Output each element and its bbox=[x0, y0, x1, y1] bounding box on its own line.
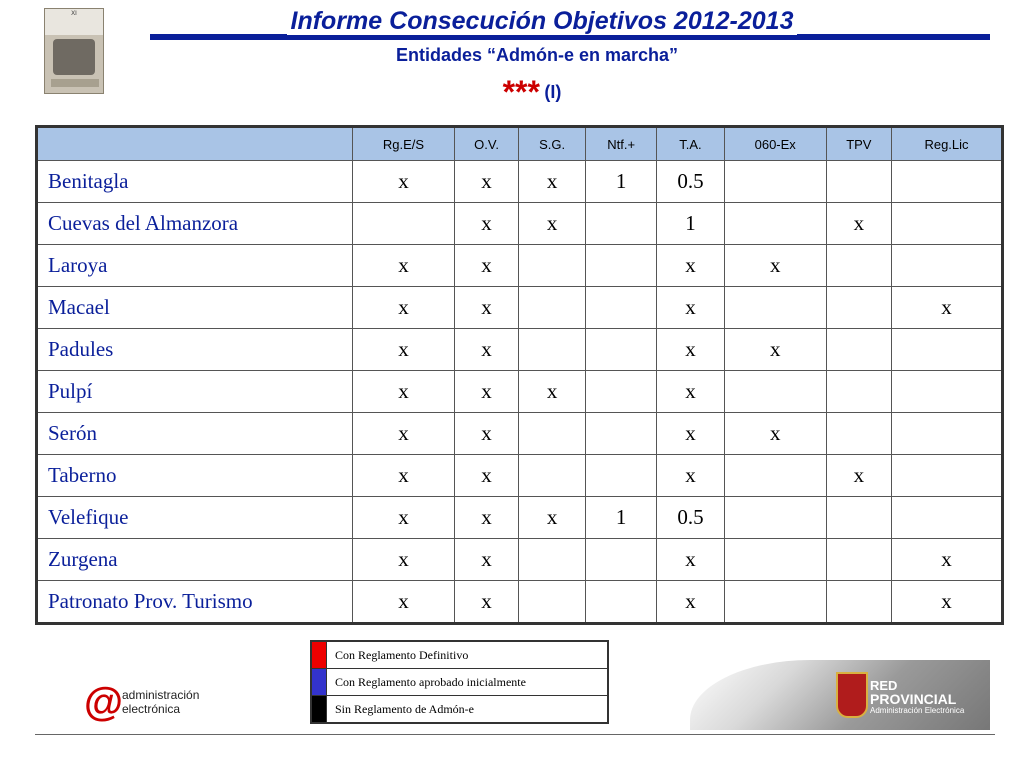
table-cell: 0.5 bbox=[657, 497, 724, 539]
table-cell: x bbox=[891, 539, 1002, 581]
legend-table bbox=[310, 640, 609, 724]
entity-name: Pulpí bbox=[37, 371, 353, 413]
header-cell: T.A. bbox=[657, 127, 724, 161]
table-row bbox=[37, 371, 1003, 413]
table-cell bbox=[519, 455, 586, 497]
header-cell: 060-Ex bbox=[724, 127, 826, 161]
legend-swatch-red bbox=[311, 641, 327, 669]
red-provincial-line1: RED bbox=[870, 678, 898, 693]
table-cell: x bbox=[519, 161, 586, 203]
table-cell: 0.5 bbox=[657, 161, 724, 203]
header-cell: Rg.E/S bbox=[353, 127, 455, 161]
table-cell bbox=[353, 203, 455, 245]
table-cell bbox=[724, 497, 826, 539]
header-cell: Ntf.+ bbox=[586, 127, 657, 161]
table-cell: 1 bbox=[586, 497, 657, 539]
table-cell bbox=[891, 455, 1002, 497]
table-row bbox=[37, 497, 1003, 539]
red-provincial-line3: Administración Electrónica bbox=[870, 706, 965, 715]
table-cell bbox=[724, 203, 826, 245]
table-cell bbox=[724, 287, 826, 329]
table-cell bbox=[586, 287, 657, 329]
table-cell: x bbox=[826, 455, 891, 497]
legend-label: Sin Reglamento de Admón-e bbox=[327, 696, 609, 724]
table-cell bbox=[724, 371, 826, 413]
table-cell: x bbox=[454, 287, 518, 329]
table-cell bbox=[586, 539, 657, 581]
part-number: (I) bbox=[544, 82, 562, 102]
logo-text-line1: administración bbox=[122, 688, 200, 702]
table-cell bbox=[826, 539, 891, 581]
table-cell: x bbox=[519, 371, 586, 413]
table-cell: x bbox=[454, 581, 518, 624]
table-cell: x bbox=[519, 203, 586, 245]
entity-name: Padules bbox=[37, 329, 353, 371]
legend-row bbox=[311, 696, 608, 724]
table-cell bbox=[724, 539, 826, 581]
table-cell: x bbox=[454, 497, 518, 539]
table-cell: x bbox=[353, 497, 455, 539]
table-cell: x bbox=[657, 581, 724, 624]
table-cell: x bbox=[724, 413, 826, 455]
table-cell: x bbox=[724, 245, 826, 287]
table-cell bbox=[586, 329, 657, 371]
legend-label: Con Reglamento aprobado inicialmente bbox=[327, 669, 609, 696]
table-cell: x bbox=[454, 413, 518, 455]
table-cell: x bbox=[657, 329, 724, 371]
table-cell: x bbox=[891, 287, 1002, 329]
table-row bbox=[37, 455, 1003, 497]
table-cell bbox=[826, 161, 891, 203]
entity-name: Serón bbox=[37, 413, 353, 455]
entity-name: Macael bbox=[37, 287, 353, 329]
table-cell bbox=[891, 413, 1002, 455]
entity-name: Zurgena bbox=[37, 539, 353, 581]
table-cell: x bbox=[657, 539, 724, 581]
table-cell: x bbox=[454, 539, 518, 581]
table-cell: x bbox=[353, 413, 455, 455]
table-row bbox=[37, 329, 1003, 371]
table-cell: x bbox=[519, 497, 586, 539]
table-row bbox=[37, 581, 1003, 624]
table-cell: x bbox=[353, 161, 455, 203]
coat-of-arms-icon bbox=[836, 672, 868, 718]
table-cell: x bbox=[657, 413, 724, 455]
table-row bbox=[37, 287, 1003, 329]
status-marker bbox=[0, 74, 1024, 111]
table-cell bbox=[826, 581, 891, 624]
table-cell bbox=[724, 581, 826, 624]
table-cell bbox=[519, 539, 586, 581]
entity-name: Patronato Prov. Turismo bbox=[37, 581, 353, 624]
table-cell bbox=[519, 581, 586, 624]
table-cell bbox=[826, 371, 891, 413]
header-cell: S.G. bbox=[519, 127, 586, 161]
cover-label: XI bbox=[71, 11, 77, 17]
table-cell bbox=[826, 287, 891, 329]
table-cell bbox=[586, 203, 657, 245]
header-cell-entity bbox=[37, 127, 353, 161]
red-provincial-line2: PROVINCIAL bbox=[870, 691, 957, 707]
table-cell: x bbox=[891, 581, 1002, 624]
table-header-row bbox=[37, 127, 1003, 161]
table-cell: x bbox=[826, 203, 891, 245]
table-cell: x bbox=[454, 371, 518, 413]
table-cell: x bbox=[454, 329, 518, 371]
table-cell: x bbox=[454, 455, 518, 497]
entity-name: Benitagla bbox=[37, 161, 353, 203]
administracion-electronica-logo bbox=[84, 680, 214, 724]
table-row bbox=[37, 203, 1003, 245]
entity-name: Velefique bbox=[37, 497, 353, 539]
table-cell: x bbox=[454, 161, 518, 203]
table-cell bbox=[891, 161, 1002, 203]
table-cell bbox=[826, 497, 891, 539]
table-cell bbox=[586, 413, 657, 455]
table-cell: x bbox=[353, 245, 455, 287]
table-cell bbox=[891, 497, 1002, 539]
table-cell bbox=[586, 581, 657, 624]
table-cell bbox=[891, 203, 1002, 245]
table-row bbox=[37, 413, 1003, 455]
table-row bbox=[37, 161, 1003, 203]
table-cell: x bbox=[454, 203, 518, 245]
table-cell bbox=[724, 161, 826, 203]
header-cell: Reg.Lic bbox=[891, 127, 1002, 161]
table-cell: x bbox=[353, 581, 455, 624]
header-cell: TPV bbox=[826, 127, 891, 161]
table-cell bbox=[586, 455, 657, 497]
table-cell bbox=[826, 329, 891, 371]
legend-swatch-blue bbox=[311, 669, 327, 696]
legend-row bbox=[311, 641, 608, 669]
red-provincial-logo bbox=[690, 660, 990, 730]
table-cell bbox=[891, 329, 1002, 371]
table-cell: 1 bbox=[586, 161, 657, 203]
footer-divider bbox=[35, 734, 995, 735]
table-cell: x bbox=[724, 329, 826, 371]
table-cell bbox=[586, 371, 657, 413]
table-cell bbox=[519, 245, 586, 287]
table-cell: x bbox=[353, 287, 455, 329]
table-cell bbox=[826, 245, 891, 287]
table-cell bbox=[519, 413, 586, 455]
table-cell bbox=[586, 245, 657, 287]
page-subtitle: Entidades “Admón-e en marcha” bbox=[395, 45, 679, 65]
table-cell bbox=[826, 413, 891, 455]
table-cell: 1 bbox=[657, 203, 724, 245]
table-cell bbox=[519, 287, 586, 329]
entity-name: Cuevas del Almanzora bbox=[37, 203, 353, 245]
at-icon: @ bbox=[84, 680, 124, 724]
table-cell: x bbox=[353, 539, 455, 581]
legend-label: Con Reglamento Definitivo bbox=[327, 641, 609, 669]
table-cell bbox=[724, 455, 826, 497]
table-cell: x bbox=[353, 371, 455, 413]
entities-table bbox=[35, 125, 1004, 625]
table-cell: x bbox=[353, 455, 455, 497]
table-cell: x bbox=[657, 371, 724, 413]
entity-name: Laroya bbox=[37, 245, 353, 287]
table-cell: x bbox=[454, 245, 518, 287]
table-cell bbox=[519, 329, 586, 371]
page-title bbox=[0, 6, 1024, 36]
table-cell: x bbox=[657, 455, 724, 497]
stars-marker: *** bbox=[502, 74, 540, 110]
legend-swatch-black bbox=[311, 696, 327, 724]
header-cell: O.V. bbox=[454, 127, 518, 161]
logo-text-line2: electrónica bbox=[122, 702, 181, 716]
table-row bbox=[37, 539, 1003, 581]
table-cell: x bbox=[657, 245, 724, 287]
table-cell bbox=[891, 245, 1002, 287]
legend-row bbox=[311, 669, 608, 696]
table-row bbox=[37, 245, 1003, 287]
entity-name: Taberno bbox=[37, 455, 353, 497]
table-cell: x bbox=[657, 287, 724, 329]
table-cell bbox=[891, 371, 1002, 413]
table-cell: x bbox=[353, 329, 455, 371]
page-title-text: Informe Consecución Objetivos 2012-2013 bbox=[287, 7, 798, 35]
